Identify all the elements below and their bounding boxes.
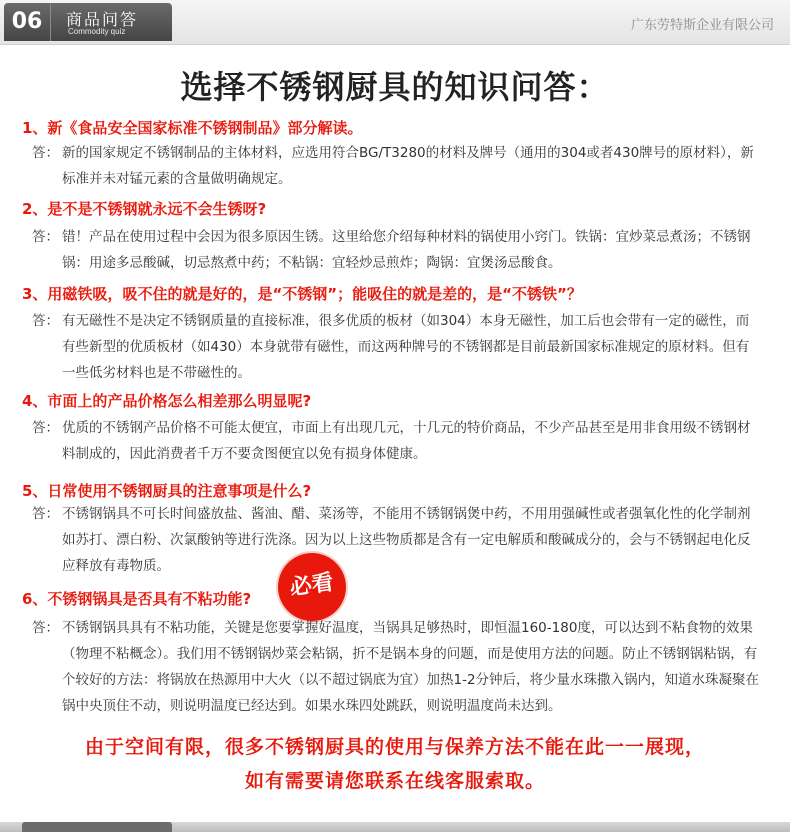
footer-note-line-2: 如有需要请您联系在线客服索取。: [244, 770, 545, 792]
answer-label: 答：: [32, 145, 59, 161]
answer-5: [32, 501, 762, 579]
next-section-tab: [22, 822, 172, 832]
answer-text: 不锈钢锅具具有不粘功能，关键是您要掌握好温度，当锅具足够热时，即恒温160-180度，可以达到不粘食物的效果（物理不粘概念）。我们用不锈钢锅炒菜会粘锅，折不是锅本身的问题，而是使用方法的问题。防止不锈钢锅粘锅，有个较好的方法：将锅放在热源用中大火（以不超过锅底为宜）加热1-2分钟后，将少量水珠撒入锅内，知道水珠凝聚在锅中央顶住不动，则说明温度已经达到。如果水珠四处跳跃，则说明温度尚未达到。: [62, 620, 760, 714]
answer-text: 新的国家规定不锈钢制品的主体材料，应选用符合BG/T3280的材料及牌号（通用的304或者430牌号的原材料），新标准并未对锰元素的含量做明确规定。: [62, 145, 754, 187]
answer-text: 优质的不锈钢产品价格不可能太便宜，市面上有出现几元，十几元的特价商品，不少产品甚至是用非食用级不锈钢材料制成的，因此消费者千万不要贪图便宜以免有损身体健康。: [62, 420, 751, 462]
answer-label: 答：: [32, 229, 59, 245]
answer-text: 有无磁性不是决定不锈钢质量的直接标准，很多优质的板材（如304）本身无磁性，加工后也会带有一定的磁性，而有些新型的优质板材（如430）本身就带有磁性，而这两种牌号的不锈钢都是目前最新国家标准规定的原材料。但有一些低劣材料也是不带磁性的。: [62, 313, 750, 381]
next-section-bar: [0, 822, 790, 832]
question-2: 2、是不是不锈钢就永远不会生锈呀?: [22, 200, 267, 218]
page-title: 选择不锈钢厨具的知识问答：: [180, 68, 610, 106]
section-tab: [4, 3, 172, 41]
section-title: 商品问答: [66, 10, 139, 29]
question-5: 5、日常使用不锈钢厨具的注意事项是什么?: [22, 482, 312, 500]
question-4: 4、市面上的产品价格怎么相差那么明显呢?: [22, 392, 312, 410]
section-header-bar: [0, 0, 790, 45]
answer-3: [32, 308, 762, 386]
answer-label: 答：: [32, 620, 59, 636]
answer-4: [32, 415, 762, 467]
question-6: 6、不锈钢锅具是否具有不粘功能?: [22, 590, 252, 608]
answer-2: [32, 224, 762, 276]
answer-label: 答：: [32, 420, 59, 436]
must-see-badge: 必看: [274, 549, 351, 626]
footer-note-line-1: 由于空间有限，很多不锈钢厨具的使用与保养方法不能在此一一展现，: [84, 736, 705, 758]
question-3: 3、用磁铁吸，吸不住的就是好的，是“不锈钢”；能吸住的就是差的，是“不锈铁”？: [22, 285, 582, 303]
answer-6: [32, 615, 762, 719]
company-name: 广东劳特斯企业有限公司: [630, 18, 774, 33]
question-1: 1、新《食品安全国家标准不锈钢制品》部分解读。: [22, 119, 363, 137]
answer-text: 错！产品在使用过程中会因为很多原因生锈。这里给您介绍每种材料的锅使用小窍门。铁锅：宜炒菜忌煮汤；不锈钢锅：用途多忌酸碱，切忌熬煮中药；不粘锅：宜轻炒忌煎炸；陶锅：宜煲汤忌酸食。: [62, 229, 751, 271]
answer-text: 不锈钢锅具不可长时间盛放盐、酱油、醋、菜汤等，不能用不锈钢锅煲中药，不用用强碱性或者强氧化性的化学制剂如苏打、漂白粉、次氯酸钠等进行洗涤。因为以上这些物质都是含有一定电解质和酸碱成分的，会与不锈钢起电化反应释放有毒物质。: [62, 506, 751, 574]
answer-1: [32, 140, 762, 192]
answer-label: 答：: [32, 313, 59, 329]
section-number: 06: [4, 3, 51, 41]
answer-label: 答：: [32, 506, 59, 522]
section-subtitle: Commodity quiz: [68, 27, 126, 36]
